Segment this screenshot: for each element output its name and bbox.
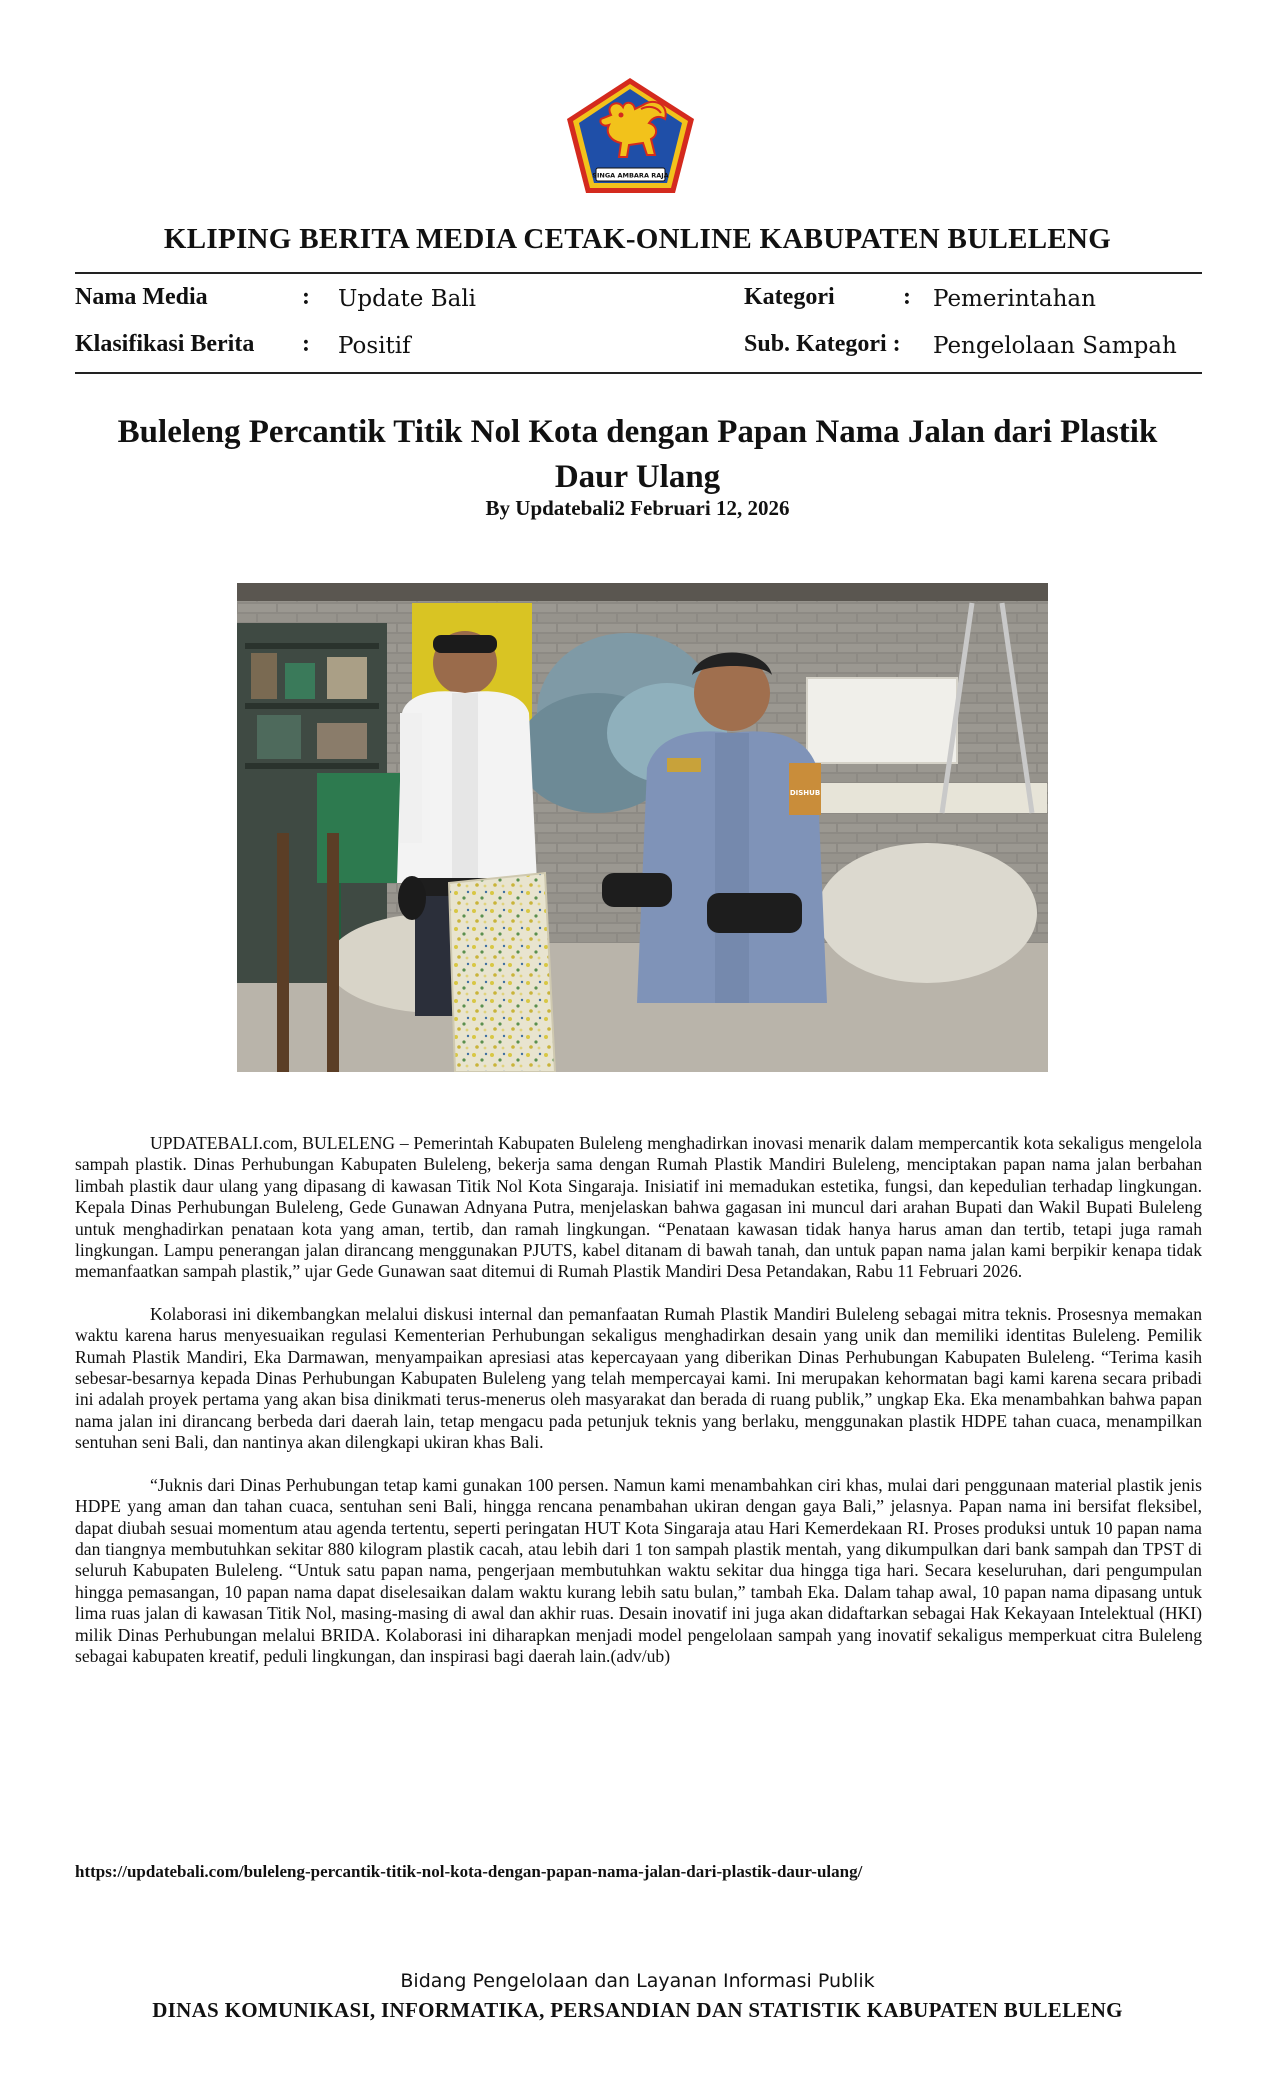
article-body [75, 1133, 1202, 1688]
article-paragraph-2: Kolaborasi ini dikembangkan melalui diskusi internal dan pemanfaatan Rumah Plastik Mandiri Buleleng sebagai mitra teknis. Prosesnya memakan waktu karena harus menyesuaikan regulasi Kementerian Perhubungan sekaligus menghadirkan desain yang unik dan memiliki identitas Buleleng. Pemilik Rumah Plastik Mandiri, Eka Darmawan, menyampaikan apresiasi atas kepercayaan yang diberikan Dinas Perhubungan Kabupaten Buleleng. “Terima kasih sebesar-besarnya kepada Dinas Perhubungan Kabupaten Buleleng yang telah mempercayai kami. Ini merupakan kehormatan bagi kami karena secara pribadi ini adalah proyek pertama yang akan bisa dinikmati terus-menerus oleh masyarakat dan berada di ruang publik,” ungkap Eka. Eka menambahkan bahwa papan nama jalan ini dirancang berbeda dari daerah lain, tetap mengacu pada petunjuk teknis yang berlaku, menggunakan plastik HDPE tahan cuaca, menampilkan sentuhan seni Bali, dan nantinya akan dilengkapi ukiran khas Bali. [75, 1303, 1202, 1453]
singa-ambara-raja-emblem-icon [563, 75, 698, 200]
nama-media-label: Nama Media [75, 284, 208, 310]
header-rule-bottom [75, 372, 1202, 374]
klasifikasi-berita-colon: : [302, 331, 310, 357]
article-photo [237, 583, 1048, 1072]
kategori-colon: : [903, 284, 911, 310]
photo-illustration [237, 583, 1048, 1072]
klasifikasi-berita-label: Klasifikasi Berita [75, 331, 255, 357]
header-rule-top [75, 272, 1202, 274]
klasifikasi-berita-value: Positif [338, 333, 411, 359]
nama-media-colon: : [302, 284, 310, 310]
sub-kategori-value: Pengelolaan Sampah [933, 333, 1177, 359]
kabupaten-buleleng-logo [563, 75, 698, 200]
photo-uniform-badge: DISHUB [789, 789, 821, 797]
logo-motto: SINGA AMBARA RAJA [592, 171, 669, 180]
article-byline: By Updatebali2 Februari 12, 2026 [485, 496, 790, 520]
nama-media-value: Update Bali [338, 286, 477, 312]
footer-title: DINAS KOMUNIKASI, INFORMATIKA, PERSANDIAN DAN STATISTIK KABUPATEN BULELENG [152, 1998, 1123, 2022]
kategori-value: Pemerintahan [933, 286, 1096, 312]
source-url: https://updatebali.com/buleleng-percantik-titik-nol-kota-dengan-papan-nama-jalan-dari-plastik-daur-ulang/ [75, 1862, 863, 1881]
kategori-label: Kategori [744, 284, 835, 310]
article-headline: Buleleng Percantik Titik Nol Kota dengan Papan Nama Jalan dari Plastik Daur Ulang [117, 414, 1158, 495]
header-title: KLIPING BERITA MEDIA CETAK-ONLINE KABUPATEN BULELENG [163, 223, 1112, 255]
sub-kategori-label: Sub. Kategori : [744, 331, 901, 357]
footer-subtitle: Bidang Pengelolaan dan Layanan Informasi Publik [400, 1970, 875, 1992]
article-paragraph-3: “Juknis dari Dinas Perhubungan tetap kami gunakan 100 persen. Namun kami menambahkan ciri khas, mulai dari penggunaan material plastik jenis HDPE yang aman dan tahan cuaca, sentuhan seni Bali, hingga rencana penambahan ukiran dengan gaya Bali,” jelasnya. Papan nama ini bersifat fleksibel, dapat diubah sesuai momentum atau agenda tertentu, seperti peringatan HUT Kota Singaraja atau Hari Kemerdekaan RI. Proses produksi untuk 10 papan nama dan tiangnya membutuhkan sekitar 880 kilogram plastik cacah, atau lebih dari 1 ton sampah plastik mentah, yang dikumpulkan dari bank sampah dan TPST di seluruh Kabupaten Buleleng. “Untuk satu papan nama, pengerjaan membutuhkan waktu sekitar dua hingga tiga hari. Secara keseluruhan, dari pengumpulan hingga pemasangan, 10 papan nama dapat diselesaikan dalam waktu kurang lebih satu bulan,” tambah Eka. Dalam tahap awal, 10 papan nama dipasang untuk lima ruas jalan di kawasan Titik Nol, masing-masing di awal dan akhir ruas. Desain inovatif ini juga akan didaftarkan sebagai Hak Kekayaan Intelektual (HKI) milik Dinas Perhubungan melalui BRIDA. Kolaborasi ini diharapkan menjadi model pengelolaan sampah yang inovatif sekaligus memperkuat citra Buleleng sebagai kabupaten kreatif, peduli lingkungan, dan inspirasi bagi daerah lain.(adv/ub) [75, 1474, 1202, 1666]
article-paragraph-1: UPDATEBALI.com, BULELENG – Pemerintah Kabupaten Buleleng menghadirkan inovasi menarik dalam mempercantik kota sekaligus mengelola sampah plastik. Dinas Perhubungan Kabupaten Buleleng, bekerja sama dengan Rumah Plastik Mandiri Buleleng, menciptakan papan nama jalan berbahan limbah plastik daur ulang yang dipasang di kawasan Titik Nol Kota Singaraja. Inisiatif ini memadukan estetika, fungsi, dan kepedulian terhadap lingkungan. Kepala Dinas Perhubungan Buleleng, Gede Gunawan Adnyana Putra, menjelaskan bahwa gagasan ini muncul dari arahan Bupati dan Wakil Bupati Buleleng untuk menghadirkan penataan kota yang aman, tertib, dan ramah lingkungan. “Penataan kawasan tidak hanya harus aman dan tertib, tetapi juga ramah lingkungan. Lampu penerangan jalan dirancang menggunakan PJUTS, kabel ditanam di bawah tanah, dan untuk papan nama jalan kami berpikir kenapa tidak memanfaatkan sampah plastik,” ujar Gede Gunawan saat ditemui di Rumah Plastik Mandiri Desa Petandakan, Rabu 11 Februari 2026. [75, 1133, 1202, 1282]
